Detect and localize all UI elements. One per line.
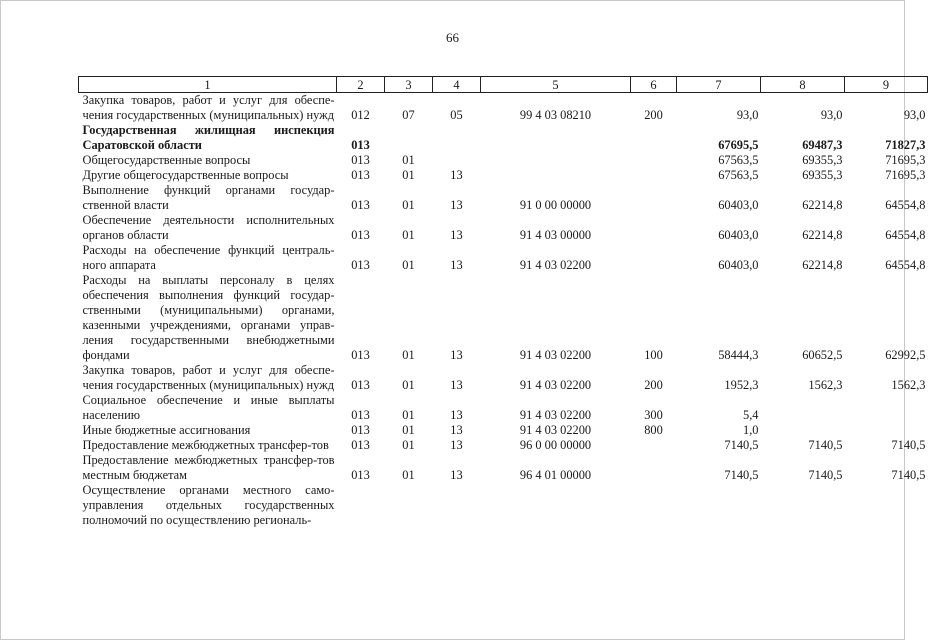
subsection-code: 13 bbox=[450, 423, 463, 437]
column-header: 3 bbox=[385, 77, 433, 93]
subsection-code: 13 bbox=[450, 258, 463, 272]
table-row bbox=[79, 93, 928, 124]
amount-year1: 1,0 bbox=[743, 423, 759, 437]
subsection-code: 13 bbox=[450, 228, 463, 242]
section-code: 01 bbox=[402, 258, 415, 272]
column-header: 8 bbox=[761, 77, 845, 93]
ministry-code: 013 bbox=[351, 348, 370, 362]
amount-year3: 64554,8 bbox=[885, 198, 926, 212]
subsection-code: 13 bbox=[450, 378, 463, 392]
target-item-code: 96 0 00 00000 bbox=[519, 438, 592, 452]
section-code: 01 bbox=[402, 198, 415, 212]
target-item-code: 91 4 03 02200 bbox=[519, 348, 592, 362]
expense-type-code: 800 bbox=[644, 423, 663, 437]
amount-year1 bbox=[677, 483, 761, 528]
row-name: Общегосударственные вопросы bbox=[82, 153, 251, 167]
section-code: 07 bbox=[402, 108, 415, 122]
amount-year2 bbox=[761, 423, 845, 438]
ministry-code bbox=[337, 483, 385, 528]
expense-type-code bbox=[631, 453, 677, 483]
subsection-code: 13 bbox=[450, 408, 463, 422]
amount-year1: 67695,5 bbox=[718, 138, 759, 152]
expense-type-code bbox=[631, 243, 677, 273]
amount-year1: 58444,3 bbox=[718, 348, 759, 362]
amount-year3 bbox=[845, 393, 928, 423]
target-item-code: 91 4 03 02200 bbox=[519, 408, 592, 422]
amount-year3: 71695,3 bbox=[885, 153, 926, 167]
row-name: Другие общегосударственные вопросы bbox=[82, 168, 289, 182]
ministry-code: 013 bbox=[351, 168, 370, 182]
table-row bbox=[79, 438, 928, 453]
amount-year3: 7140,5 bbox=[891, 438, 926, 452]
amount-year1: 7140,5 bbox=[724, 468, 759, 482]
amount-year3: 64554,8 bbox=[885, 228, 926, 242]
amount-year1: 5,4 bbox=[743, 408, 759, 422]
column-header: 1 bbox=[79, 77, 337, 93]
amount-year1: 93,0 bbox=[736, 108, 759, 122]
budget-table bbox=[78, 76, 928, 528]
table-row bbox=[79, 393, 928, 423]
table-row bbox=[79, 183, 928, 213]
ministry-code: 013 bbox=[351, 138, 370, 152]
section-code: 01 bbox=[402, 168, 415, 182]
section-code: 01 bbox=[402, 228, 415, 242]
expense-type-code: 300 bbox=[644, 408, 663, 422]
table-row bbox=[79, 123, 928, 153]
page-number: 66 bbox=[446, 30, 459, 45]
target-item-code: 99 4 03 08210 bbox=[519, 108, 592, 122]
target-item-code: 91 4 03 02200 bbox=[519, 378, 592, 392]
target-item-code bbox=[481, 168, 631, 183]
section-code: 01 bbox=[402, 153, 415, 167]
amount-year3: 1562,3 bbox=[891, 378, 926, 392]
amount-year2: 62214,8 bbox=[802, 258, 843, 272]
target-item-code: 91 0 00 00000 bbox=[519, 198, 592, 212]
subsection-code bbox=[433, 483, 481, 528]
amount-year3 bbox=[845, 483, 928, 528]
expense-type-code bbox=[631, 213, 677, 243]
row-name: Обеспечение деятельности исполнительных органов области bbox=[82, 213, 335, 242]
amount-year1: 60403,0 bbox=[718, 258, 759, 272]
target-item-code bbox=[481, 123, 631, 153]
expense-type-code bbox=[631, 183, 677, 213]
amount-year1: 67563,5 bbox=[718, 168, 759, 182]
amount-year2: 62214,8 bbox=[802, 198, 843, 212]
expense-type-code bbox=[631, 168, 677, 183]
subsection-code: 13 bbox=[450, 348, 463, 362]
expense-type-code bbox=[631, 438, 677, 453]
subsection-code bbox=[433, 153, 481, 168]
amount-year3: 7140,5 bbox=[891, 468, 926, 482]
expense-type-code: 100 bbox=[644, 348, 663, 362]
ministry-code: 013 bbox=[351, 423, 370, 437]
section-code bbox=[385, 123, 433, 153]
target-item-code: 96 4 01 00000 bbox=[519, 468, 592, 482]
ministry-code: 013 bbox=[351, 258, 370, 272]
amount-year1: 1952,3 bbox=[724, 378, 759, 392]
row-name: Выполнение функций органами государ-ственной власти bbox=[82, 183, 335, 212]
table-header-row bbox=[79, 77, 928, 93]
section-code: 01 bbox=[402, 348, 415, 362]
amount-year3 bbox=[845, 423, 928, 438]
section-code: 01 bbox=[402, 468, 415, 482]
amount-year2: 69487,3 bbox=[802, 138, 843, 152]
table-row bbox=[79, 213, 928, 243]
expense-type-code bbox=[631, 153, 677, 168]
amount-year2: 60652,5 bbox=[802, 348, 843, 362]
row-name: Расходы на обеспечение функций централь-ного аппарата bbox=[82, 243, 335, 272]
target-item-code bbox=[481, 153, 631, 168]
amount-year3: 64554,8 bbox=[885, 258, 926, 272]
row-name: Предоставление межбюджетных трансфер-тов местным бюджетам bbox=[82, 453, 335, 482]
subsection-code: 13 bbox=[450, 468, 463, 482]
subsection-code: 13 bbox=[450, 438, 463, 452]
expense-type-code bbox=[631, 123, 677, 153]
amount-year1: 67563,5 bbox=[718, 153, 759, 167]
amount-year3: 71695,3 bbox=[885, 168, 926, 182]
row-name: Предоставление межбюджетных трансфер-тов bbox=[82, 438, 329, 452]
section-code bbox=[385, 483, 433, 528]
amount-year2 bbox=[761, 393, 845, 423]
amount-year3: 93,0 bbox=[903, 108, 926, 122]
table-row bbox=[79, 243, 928, 273]
amount-year1: 60403,0 bbox=[718, 228, 759, 242]
amount-year3: 62992,5 bbox=[885, 348, 926, 362]
amount-year2: 69355,3 bbox=[802, 153, 843, 167]
table-row bbox=[79, 423, 928, 438]
column-header: 5 bbox=[481, 77, 631, 93]
target-item-code: 91 4 03 02200 bbox=[519, 423, 592, 437]
column-header: 9 bbox=[845, 77, 928, 93]
amount-year2: 62214,8 bbox=[802, 228, 843, 242]
column-header: 6 bbox=[631, 77, 677, 93]
amount-year2: 7140,5 bbox=[808, 468, 843, 482]
table-row bbox=[79, 168, 928, 183]
amount-year2: 1562,3 bbox=[808, 378, 843, 392]
expense-type-code: 200 bbox=[644, 378, 663, 392]
target-item-code: 91 4 03 02200 bbox=[519, 258, 592, 272]
target-item-code bbox=[481, 483, 631, 528]
ministry-code: 013 bbox=[351, 468, 370, 482]
amount-year2 bbox=[761, 483, 845, 528]
section-code: 01 bbox=[402, 408, 415, 422]
row-name: Иные бюджетные ассигнования bbox=[82, 423, 251, 437]
amount-year1: 7140,5 bbox=[724, 438, 759, 452]
table-row bbox=[79, 483, 928, 528]
row-name: Социальное обеспечение и иные выплаты населению bbox=[82, 393, 335, 422]
row-name: Государственная жилищная инспекция Саратовской области bbox=[82, 123, 335, 152]
ministry-code: 013 bbox=[351, 228, 370, 242]
amount-year2: 7140,5 bbox=[808, 438, 843, 452]
row-name: Закупка товаров, работ и услуг для обеспе-чения государственных (муниципальных) нужд bbox=[82, 93, 335, 122]
expense-type-code bbox=[631, 483, 677, 528]
column-header: 7 bbox=[677, 77, 761, 93]
amount-year3: 71827,3 bbox=[885, 138, 926, 152]
section-code: 01 bbox=[402, 378, 415, 392]
ministry-code: 013 bbox=[351, 438, 370, 452]
row-name: Закупка товаров, работ и услуг для обеспе-чения государственных (муниципальных) нужд bbox=[82, 363, 335, 392]
section-code: 01 bbox=[402, 438, 415, 452]
row-name: Осуществление органами местного само-управления отдельных государственных полномочий по осуществлению региональ- bbox=[82, 483, 335, 527]
column-header: 2 bbox=[337, 77, 385, 93]
amount-year2: 69355,3 bbox=[802, 168, 843, 182]
subsection-code bbox=[433, 123, 481, 153]
amount-year2: 93,0 bbox=[820, 108, 843, 122]
row-name: Расходы на выплаты персоналу в целях обеспечения выполнения функций государ-ственными (муниципальными) органами, казенными учреждениями, органами управ-ления государственными внебюджетными фондами bbox=[82, 273, 335, 362]
target-item-code: 91 4 03 00000 bbox=[519, 228, 592, 242]
ministry-code: 012 bbox=[351, 108, 370, 122]
subsection-code: 13 bbox=[450, 198, 463, 212]
table-row bbox=[79, 153, 928, 168]
ministry-code: 013 bbox=[351, 408, 370, 422]
expense-type-code: 200 bbox=[644, 108, 663, 122]
section-code: 01 bbox=[402, 423, 415, 437]
subsection-code: 13 bbox=[450, 168, 463, 182]
table-row bbox=[79, 453, 928, 483]
amount-year1: 60403,0 bbox=[718, 198, 759, 212]
ministry-code: 013 bbox=[351, 378, 370, 392]
ministry-code: 013 bbox=[351, 153, 370, 167]
column-header: 4 bbox=[433, 77, 481, 93]
table-row bbox=[79, 363, 928, 393]
ministry-code: 013 bbox=[351, 198, 370, 212]
subsection-code: 05 bbox=[450, 108, 463, 122]
table-row bbox=[79, 273, 928, 363]
